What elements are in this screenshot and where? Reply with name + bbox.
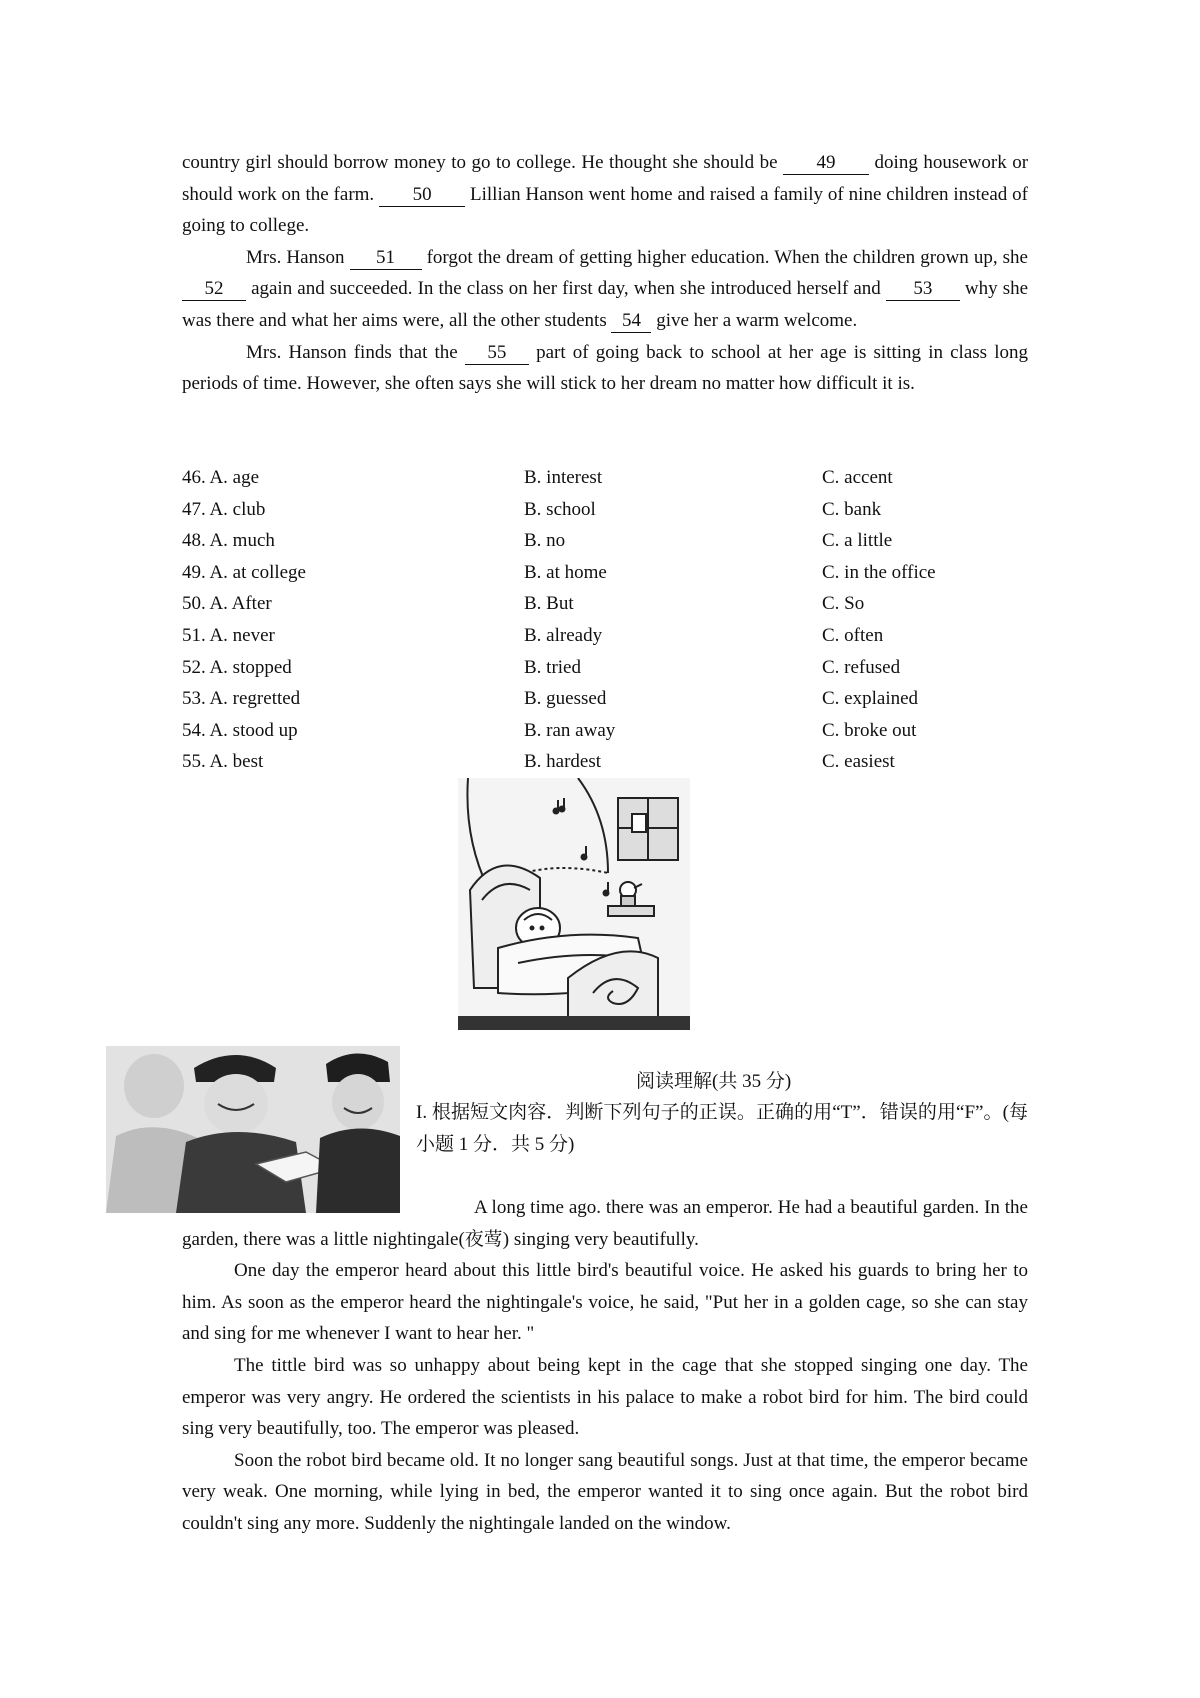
blank-54: 54 xyxy=(611,310,651,333)
passage-text: Mrs. Hanson finds that the xyxy=(246,341,458,363)
emperor-bed-illustration xyxy=(458,778,690,1030)
option-c: C. a little xyxy=(822,530,893,552)
passage-text: doing housework or should work on the farm. xyxy=(182,152,1029,205)
option-b: B. But xyxy=(524,593,574,615)
option-row-50 xyxy=(182,588,1028,620)
option-c: C. easiest xyxy=(822,751,895,773)
reading-passage xyxy=(182,1192,1028,1540)
option-b: B. at home xyxy=(524,561,607,583)
option-a: 50. A. After xyxy=(182,593,272,615)
story-paragraph-4: Soon the robot bird became old. It no longer sang beautiful songs. Just at that time, the emperor became very weak. One morning, while lying in bed, the emperor wanted it to sing once again. But the robot bird couldn't sing any more. Suddenly the nightingale landed on the window. xyxy=(182,1449,1028,1534)
option-row-47 xyxy=(182,494,1028,526)
passage-text: part of going back to school at her age is sitting in class long periods of time. However, she often says she will stick to her dream no matter how difficult it is. xyxy=(182,341,1028,395)
option-b: B. ran away xyxy=(524,719,616,741)
blank-50: 50 xyxy=(379,184,465,207)
passage-text: again and succeeded. In the class on her first day, when she introduced herself and xyxy=(251,278,881,300)
option-b: B. school xyxy=(524,498,596,520)
option-a: 52. A. stopped xyxy=(182,656,292,678)
option-a: 53. A. regretted xyxy=(182,688,301,710)
option-b: B. tried xyxy=(524,656,581,678)
reading-instruction: I. 根据短文肉容．判断下列句子的正误。正确的用“T”．错误的用“F”。(每小题 1 分．共 5 分) xyxy=(416,1102,1028,1155)
option-b: B. interest xyxy=(524,467,603,488)
women-reading-photo xyxy=(106,1046,400,1213)
option-a: 47. A. club xyxy=(182,498,266,520)
blank-52: 52 xyxy=(182,278,246,301)
passage-text: forgot the dream of getting higher education. When the children grown up, she xyxy=(426,246,1028,268)
option-row-53 xyxy=(182,683,1028,715)
option-b: B. guessed xyxy=(524,688,607,710)
blank-49: 49 xyxy=(783,152,869,175)
option-b: B. hardest xyxy=(524,751,602,773)
option-b: B. already xyxy=(524,624,603,646)
story-paragraph-2: One day the emperor heard about this little bird's beautiful voice. He asked his guards to bring her to him. As soon as the emperor heard the nightingale's voice, he said, "Put her in a golden cage, so she can stay and sing for me whenever I want to hear her. " xyxy=(182,1260,1028,1345)
passage-text: Mrs. Hanson xyxy=(246,246,345,268)
option-c: C. broke out xyxy=(822,719,917,741)
option-c: C. So xyxy=(822,593,865,615)
passage-text: country girl should borrow money to go to college. He thought she should be xyxy=(182,152,778,173)
option-row-54 xyxy=(182,715,1028,747)
option-a: 48. A. much xyxy=(182,530,275,552)
option-a: 51. A. never xyxy=(182,624,275,646)
passage-paragraph-3 xyxy=(182,337,1028,400)
passage-text: why she was there and what her aims were, all the other students xyxy=(182,278,1029,331)
passage-text: Lillian Hanson went home and raised a family of nine children instead of going to college. xyxy=(182,183,1028,237)
option-c: C. often xyxy=(822,624,884,646)
blank-55: 55 xyxy=(465,342,529,365)
option-a: 54. A. stood up xyxy=(182,719,298,741)
option-a: 46. A. age xyxy=(182,467,260,488)
option-c: C. accent xyxy=(822,467,893,488)
option-row-49 xyxy=(182,557,1028,589)
story-paragraph-1: A long time ago. there was an emperor. He had a beautiful garden. In the garden, there was a little nightingale(夜莺) singing very beautifully. xyxy=(182,1197,1028,1250)
blank-53: 53 xyxy=(886,278,960,301)
passage-paragraph-1 xyxy=(182,147,1028,242)
option-c: C. refused xyxy=(822,656,901,678)
option-row-52 xyxy=(182,652,1028,684)
blank-51: 51 xyxy=(350,247,422,270)
option-b: B. no xyxy=(524,530,566,552)
option-row-46 xyxy=(182,462,1028,494)
option-row-55 xyxy=(182,746,1028,778)
option-a: 49. A. at college xyxy=(182,561,306,583)
option-row-48 xyxy=(182,525,1028,557)
option-c: C. bank xyxy=(822,498,882,520)
cloze-passage xyxy=(182,147,1028,400)
option-c: C. in the office xyxy=(822,561,936,583)
option-a: 55. A. best xyxy=(182,751,264,773)
option-row-51 xyxy=(182,620,1028,652)
passage-paragraph-2 xyxy=(182,242,1028,337)
answer-options xyxy=(182,462,1028,778)
story-paragraph-3: The tittle bird was so unhappy about being kept in the cage that she stopped singing one day. The emperor was very angry. He ordered the scientists in his palace to make a robot bird for him. The bird could sing very beautifully, too. The emperor was pleased. xyxy=(182,1354,1028,1440)
reading-section-heading: 阅读理解(共 35 分) xyxy=(636,1071,792,1092)
passage-text: give her a warm welcome. xyxy=(656,309,858,331)
option-c: C. explained xyxy=(822,688,919,710)
